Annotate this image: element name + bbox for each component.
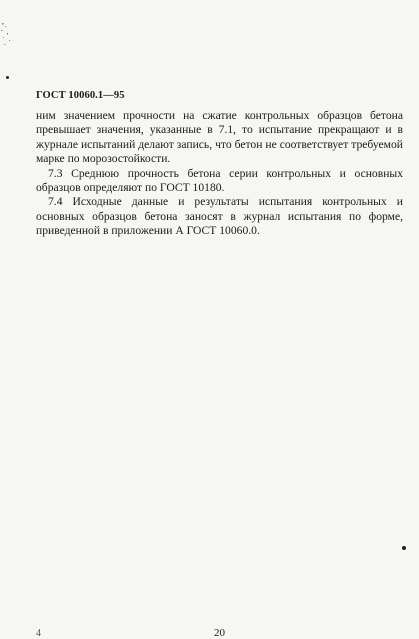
- page-number: 20: [214, 627, 225, 639]
- document-body: [36, 109, 403, 239]
- scan-artifact: [0, 20, 14, 50]
- paragraph-7-3: 7.3 Среднюю прочность бетона серии контрольных и основных образцов определяют по ГОСТ 10180.: [36, 166, 403, 195]
- document-header: ГОСТ 10060.1—95: [36, 90, 125, 101]
- paragraph-7-4: 7.4 Исходные данные и результаты испытания контрольных и основных образцов бетона заносят в журнал испытания по форме, приведенной в приложении А ГОСТ 10060.0.: [36, 195, 403, 238]
- corner-mark: 4: [36, 628, 41, 639]
- scan-speck: [402, 546, 406, 550]
- paragraph-continuation: ним значением прочности на сжатие контрольных образцов бетона превышает значения, указанные в 7.1, то испытание прекращают и в журнале испытаний делают запись, что бетон не соответствует требуемой марке по морозостойкости.: [36, 109, 403, 166]
- scan-speck: [6, 76, 9, 79]
